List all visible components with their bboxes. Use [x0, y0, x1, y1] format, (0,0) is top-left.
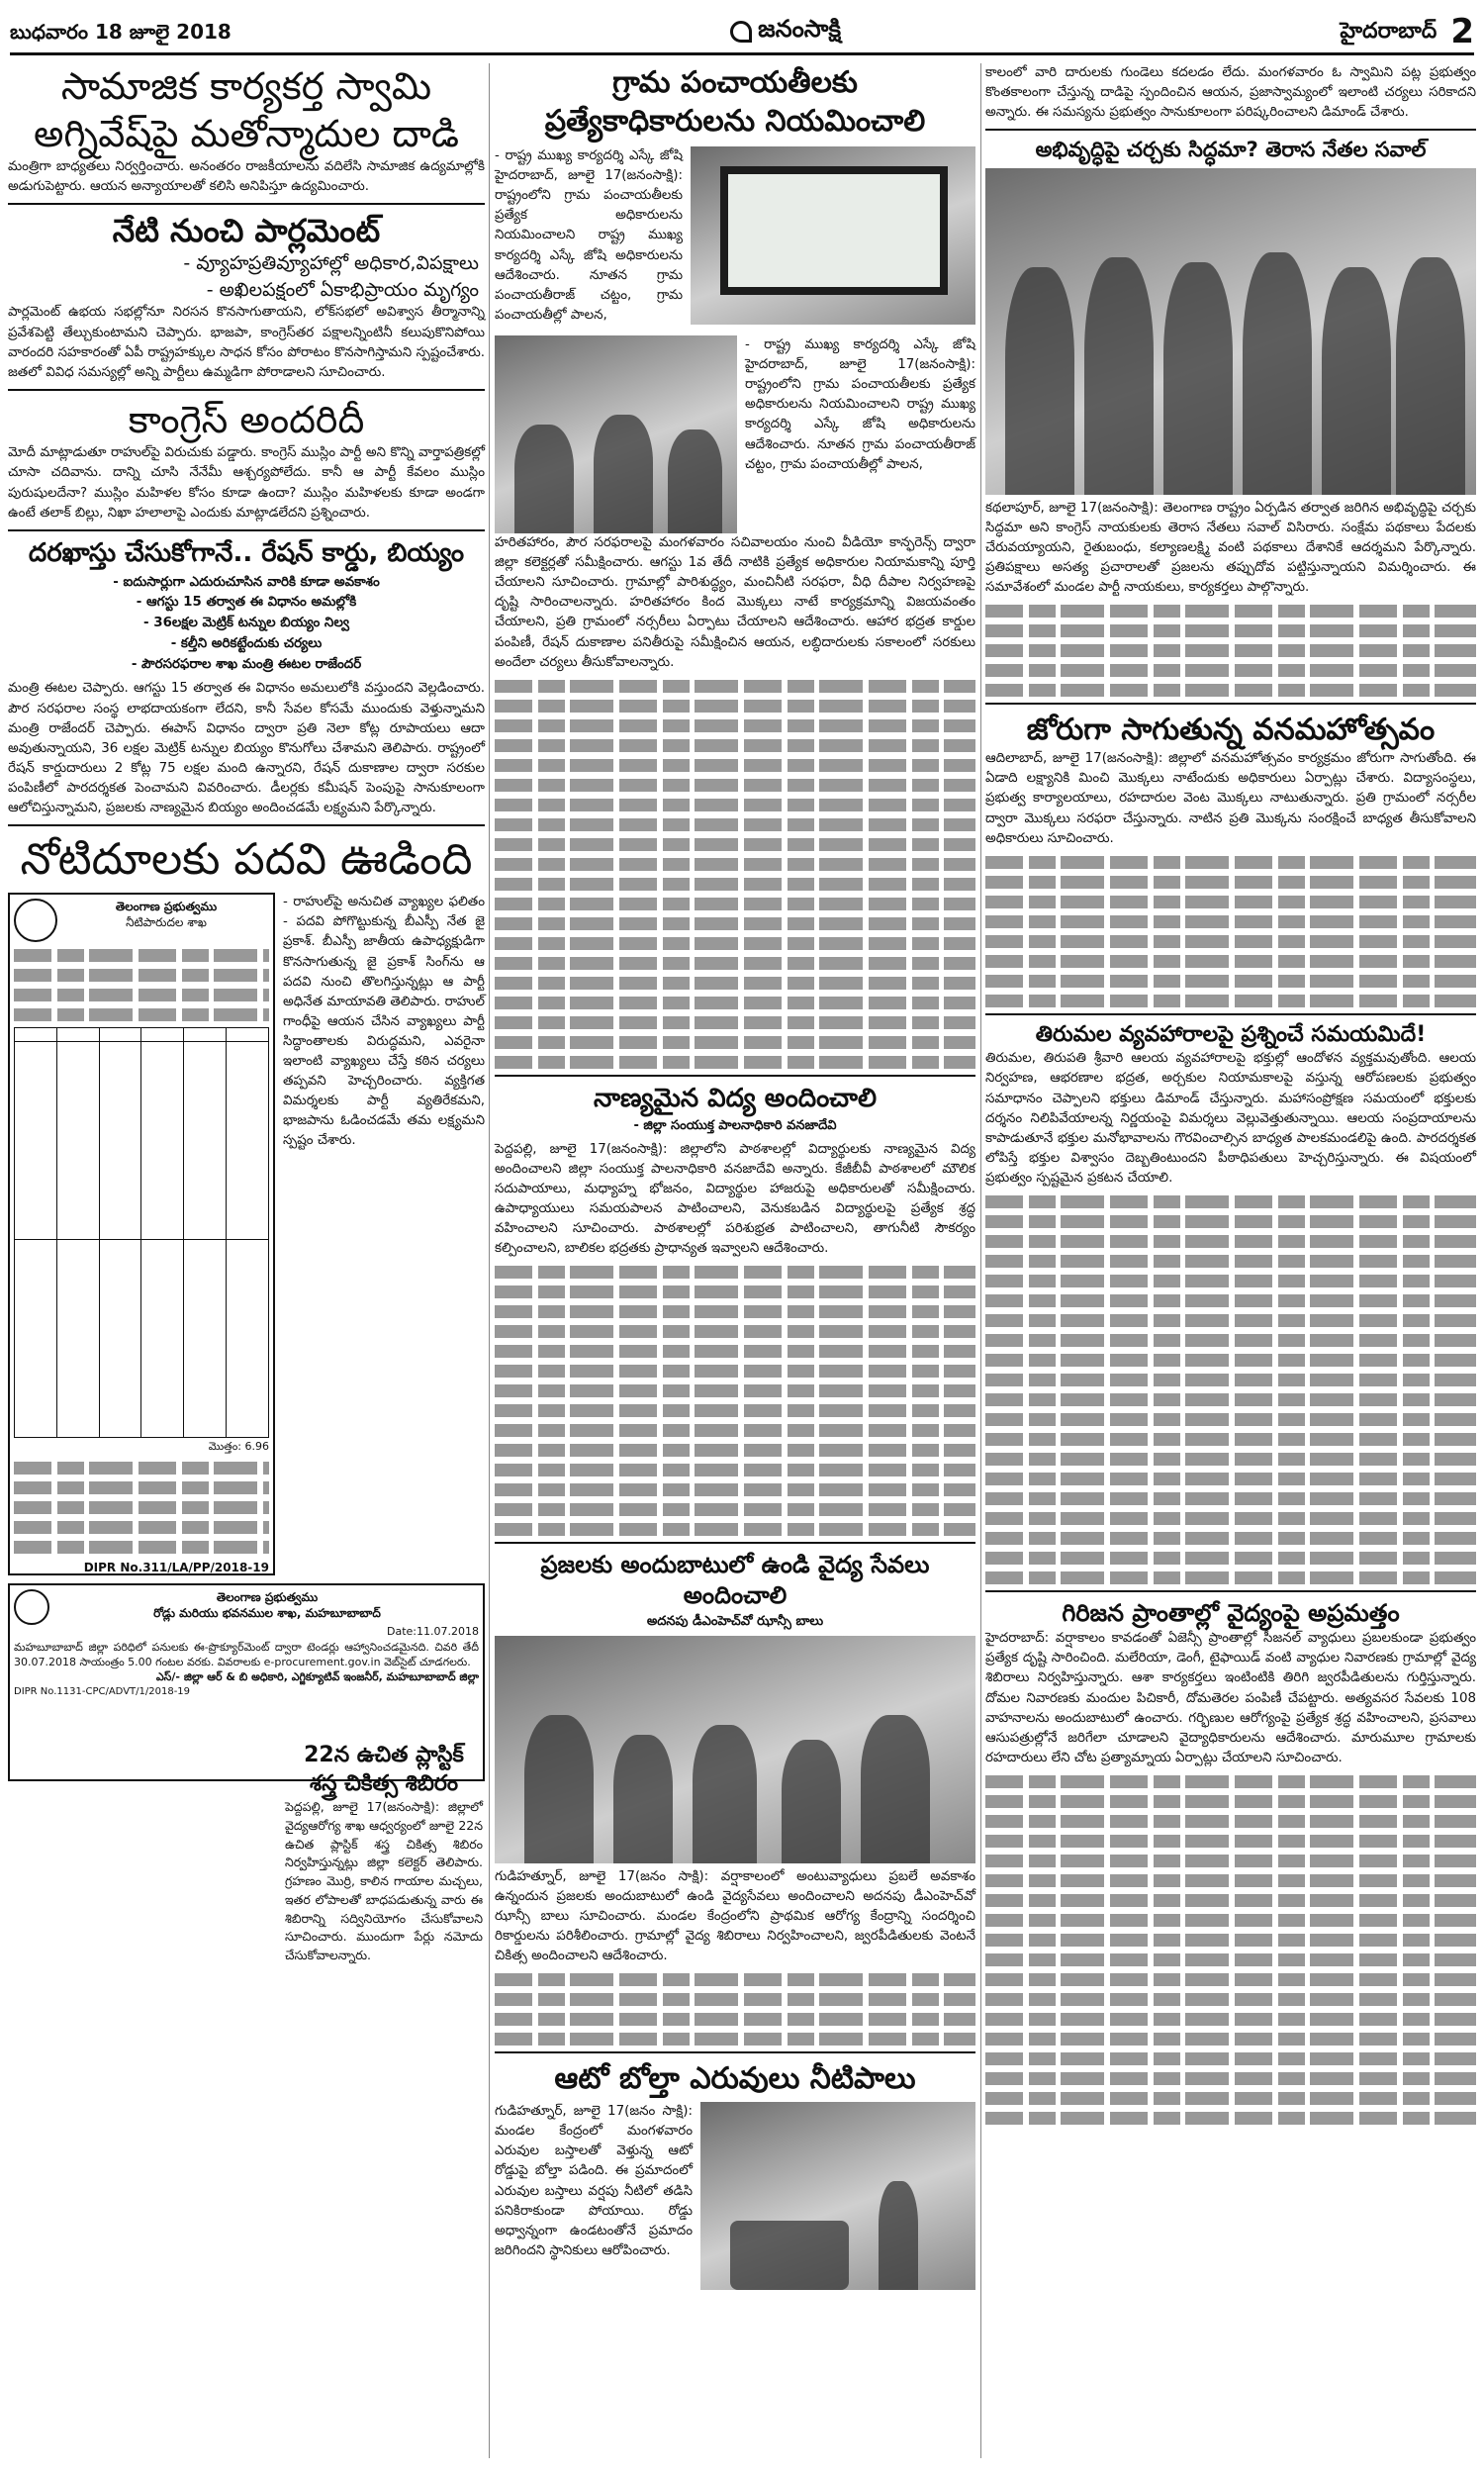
logo-mark-icon: [730, 21, 752, 43]
headline: గ్రామ పంచాయతీలకు: [612, 65, 858, 100]
article-auto: [495, 2059, 975, 2290]
paper-name: జనంసాక్షి: [758, 15, 842, 43]
article-body: - రాహుల్‌పై అనుచిత వ్యాఖ్యల ఫలితం - పదవి పోగొట్టుకున్న బీఎస్పీ నేత జై ప్రకాశ్. బీఎస్పీ జాతీయ ఉపాధ్యక్షుడిగా కొనసాగుతున్న జై ప్రకాశ్ సింగ్‌ను ఆ పదవి నుంచి తొలగిస్తున్నట్లు ఆ పార్టీ అధినేత మాయావతి తెలిపారు. రాహుల్ గాంధీపై ఆయన చేసిన వ్యాఖ్యలు పార్టీ సిద్ధాంతాలకు విరుద్ధమని, ఎవరైనా ఇలాంటి వ్యాఖ్యలు చేస్తే కఠిన చర్యలు తప్పవని హెచ్చరించారు. వ్యక్తిగత విమర్శలకు పార్టీ వ్యతిరేకమని, భాజపాను ఓడించడమే తమ లక్ష్యమని స్పష్టం చేశారు.: [283, 895, 485, 1149]
article-body: కథలాపూర్, జూలై 17(జనంసాక్షి): తెలంగాణ రాష్ట్రం ఏర్పడిన తర్వాత జరిగిన అభివృద్ధిపై చర్చకు సిద్ధమా అని కాంగ్రెస్ నాయకులకు తెరాస నేతలు సవాల్ విసిరారు. సంక్షేమ పథకాలు పేదలకు చేరువయ్యాయని, రైతుబంధు, కల్యాణలక్ష్మి వంటి పథకాలు దేశానికే ఆదర్శమని పేర్కొన్నారు. ప్రతిపక్షాలు అసత్య ప్రచారాలతో ప్రజలను తప్పుదోవ పట్టిస్తున్నాయని విమర్శించారు. ఈ సమావేశంలో మండల పార్టీ నాయకులు, కార్యకర్తలు పాల్గొన్నారు.: [985, 500, 1476, 596]
article-notidulu: [8, 832, 485, 1781]
divider: [495, 1542, 975, 1544]
article-parliament: [8, 211, 485, 383]
notice-title: తెలంగాణ ప్రభుత్వము: [216, 1590, 319, 1605]
article-body: పార్లమెంట్ ఉభయ సభల్లోనూ నిరసన కొనసాగుతాయని, లోక్‌సభలో అవిశ్వాస తీర్మానాన్ని ప్రవేశపెట్టి తేల్చుకుంటామని చెప్పారు. భాజపా, కాంగ్రెస్‌తర పక్షాలన్నింటినీ కలుపుకొనిపోయి వారందరి సహకారంతో ఏపీ రాష్ట్రహక్కుల సాధన కోసం పోరాటం కొనసాగిస్తామని స్పష్టంచేశారు. జతలో వివిధ సమస్యల్లో అన్ని పార్టీలు ఉమ్మడిగా పోరాడాలని సూచించారు.: [8, 305, 485, 380]
headline: దరఖాస్తు చేసుకోగానే.. రేషన్ కార్డు, బియ్యం: [28, 537, 465, 568]
headline: నేటి నుంచి పార్లమెంట్: [112, 212, 381, 250]
edition-city: హైదరాబాద్: [1340, 19, 1438, 44]
notice-title: తెలంగాణ ప్రభుత్వము: [115, 900, 218, 914]
headline: తిరుమల వ్యవహారాలపై ప్రశ్నించే సమయమిదే!: [1035, 1021, 1427, 1047]
headline: ప్రజలకు అందుబాటులో ఉండి వైద్య సేవలు అందించాలి: [540, 1551, 930, 1610]
govt-emblem-icon: [14, 899, 57, 942]
subheadline: - వ్యూహప్రతివ్యూహాల్లో అధికార,విపక్షాలు: [183, 252, 479, 275]
article-tirumala: [985, 1021, 1476, 1584]
article-body: - రాష్ట్ర ముఖ్య కార్యదర్శి ఎస్కే జోషి హైదరాబాద్, జూలై 17(జనంసాక్షి): రాష్ట్రంలోని గ్రామ పంచాయతీలకు ప్రత్యేక అధికారులను నియమించాలని రాష్ట్ర ముఖ్య కార్యదర్శి ఎస్కే జోషి అధికారులను ఆదేశించారు. నూతన గ్రామ పంచాయతీరాజ్ చట్టం, గ్రామ పంచాయతీల్లో పాలన,: [495, 148, 683, 323]
divider: [8, 389, 485, 391]
subheadline: - అఖిలపక్షంలో ఏకాభిప్రాయం మృగ్యం: [206, 278, 479, 301]
bullet-item: - ఐదుసార్లుగా ఎదురుచూసిన వారికి కూడా అవకాశం: [113, 574, 380, 590]
headline: ఆటో బోల్తా ఎరువులు నీటిపాలు: [554, 2061, 916, 2097]
article-health: [495, 1550, 975, 2046]
column-rule: [489, 63, 490, 2458]
article-body: కాలంలో వారి దారులకు గుండెలు కదలడం లేదు. మంగళవారం ఓ స్వామిని పట్ల ప్రభుత్వం కొంతకాలంగా చేస్తున్న దాడిపై స్పందించిన ఆయన, ప్రజాస్వామ్యంలో ఇలాంటి చర్యలు సరికాదని అన్నారు. ఈ సమస్యను ప్రభుత్వం సానుకూలంగా పరిష్కరించాలని డిమాండ్ చేశారు.: [985, 65, 1476, 121]
notice-amount: మొత్తం: 6.96: [208, 1440, 269, 1454]
health-camp-photo: [495, 1636, 975, 1863]
govt-emblem-icon: [14, 1589, 49, 1625]
article-panchayat: [495, 63, 975, 1069]
article-body: మోదీ మాట్లాడుతూ రాహుల్‌పై విరుచుకు పడ్డారు. కాంగ్రెస్ ముస్లిం పార్టీ అని కొన్ని వార్తాపత్రికల్లో చూసా చదివాను. దాన్ని చూసి నేనేమీ ఆశ్చర్యపోలేదు. కానీ ఆ పార్టీ కేవలం ముస్లిం పురుషులదేనా? ముస్లిం మహిళల కోసం కూడా ఉందా? ముస్లిం మహిళలకు కూడా అండగా ఉంటే తలాక్ బిల్లు, నిఖా హలాలాపై ఎందుకు మాట్లాడలేదని ప్రశ్నించారు.: [8, 445, 485, 521]
dipr-number: DIPR No.1131-CPC/ADVT/1/2018-19: [14, 1685, 191, 1697]
article-body: మంత్రిగా బాధ్యతలు నిర్వర్తించారు. అనంతరం రాజకీయాలను వదిలేసి సామాజిక ఉద్యమాల్లోకి అడుగుపెట్టారు. ఆయన అన్యాయాలతో కలిసి అనిపిస్తూ ఉద్యమించారు.: [8, 159, 485, 195]
masthead-right: [1340, 12, 1474, 51]
notice-dept: నీటిపారుదల శాఖ: [126, 915, 207, 930]
headline: గిరిజన ప్రాంతాల్లో వైద్యంపై అప్రమత్తం: [1062, 1599, 1400, 1628]
divider: [8, 824, 485, 826]
column-left: [8, 63, 485, 1781]
headline: అభివృద్ధిపై చర్చకు సిద్ధమా? తెరాస నేతల సవాల్: [1035, 138, 1427, 162]
article-body: గుడిహత్నూర్, జూలై 17(జనం సాక్షి): వర్షాకాలంలో అంటువ్యాధులు ప్రబలే అవకాశం ఉన్నందున ప్రజలకు అందుబాటులో ఉండి వైద్యసేవలు అందించాలని అదనపు డీఎంహెచ్‌వో ఝాన్సీ బాలు సూచించారు. మండల కేంద్రంలోని ప్రాథమిక ఆరోగ్య కేంద్రాన్ని సందర్శించి రికార్డులను పరిశీలించారు. గ్రామాల్లో వైద్య శిబిరాలు నిర్వహించాలని, జ్వరపీడితులకు వెంటనే చికిత్స అందించాలని ఆదేశించారు.: [495, 1868, 975, 1964]
notice-date: Date:11.07.2018: [387, 1625, 479, 1639]
article-surgery: [285, 1742, 483, 1969]
article-trs: [985, 137, 1476, 697]
byline: - జిల్లా సంయుక్త పాలనాధికారి వనజాదేవి: [633, 1117, 837, 1133]
notice-dept: రోడ్లు మరియు భవనముల శాఖ, మహబూబాబాద్: [153, 1606, 381, 1621]
notice-signature: ఎస్/- జిల్లా ఆర్ & బి అధికారి, ఎగ్జిక్యూటివ్ ఇంజనీర్, మహబూబాబాద్ జిల్లా: [155, 1669, 479, 1683]
headline: జోరుగా సాగుతున్న వనమహోత్సవం: [1026, 713, 1436, 748]
article-education: [495, 1083, 975, 1536]
headline: నోటిదూలకు పదవి ఊడింది: [20, 834, 473, 886]
divider: [985, 1013, 1476, 1015]
column-right: [985, 63, 1476, 2131]
divider: [495, 2051, 975, 2053]
article-congress: [8, 397, 485, 524]
auto-accident-photo: [700, 2102, 975, 2290]
headline: కాంగ్రెస్ అందరిదీ: [128, 397, 365, 441]
divider: [985, 1590, 1476, 1592]
bullet-list: [8, 573, 485, 676]
headline: ప్రత్యేకాధికారులను నియమించాలి: [544, 104, 926, 139]
meeting-photo: [495, 335, 737, 533]
article-vanamahotsavam: [985, 711, 1476, 1007]
divider: [495, 1075, 975, 1077]
headline: శస్త్ర చికిత్స శిబిరం: [309, 1770, 459, 1796]
video-conference-photo: [691, 146, 975, 325]
notice-body: మహబూబాబాద్ జిల్లా పరిధిలో పనులకు ఈ-ప్రొక్యూర్‌మెంట్ ద్వారా టెండర్లు ఆహ్వానించడమైనది. చివరి తేదీ 30.07.2018 సాయంత్రం 5.00 గంటల వరకు. వివరాలకు e-procurement.gov.in వెబ్‌సైట్ చూడగలరు.: [14, 1641, 479, 1669]
bullet-item: - ఆగస్టు 15 తర్వాత ఈ విధానం అమల్లోకి: [136, 595, 357, 611]
column-middle: [495, 63, 975, 2290]
issue-date: బుధవారం 18 జూలై 2018: [10, 20, 232, 44]
divider: [985, 703, 1476, 705]
headline: నాణ్యమైన విద్య అందించాలి: [593, 1083, 878, 1113]
bullet-item: - కల్తీని అరికట్టేందుకు చర్యలు: [170, 635, 323, 651]
page-number: 2: [1450, 12, 1474, 51]
masthead: [10, 8, 1474, 55]
divider: [985, 129, 1476, 131]
article-body: తిరుమల, తిరుపతి శ్రీవారి ఆలయ వ్యవహారాలపై భక్తుల్లో ఆందోళన వ్యక్తమవుతోంది. ఆలయ నిర్వహణ, ఆభరణాల భద్రత, అర్చకుల నియామకాలపై వస్తున్న ఆరోపణలకు ప్రభుత్వం సమాధానం చెప్పాలని భక్తులు డిమాండ్ చేస్తున్నారు. మహాసంప్రోక్షణ సమయంలో భక్తులకు దర్శనం నిలిపివేయాలన్న నిర్ణయంపై విమర్శలు వెల్లువెత్తుతున్నాయి. ఆలయ సంప్రదాయాలను కాపాడుతూనే భక్తుల మనోభావాలను గౌరవించాల్సిన బాధ్యత పాలకమండలిపై ఉంది. పారదర్శకత లోపిస్తే భక్తుల విశ్వాసం దెబ్బతింటుందని పీఠాధిపతులు హెచ్చరిస్తున్నారు. ఈ విషయంలో ప్రభుత్వం స్పష్టమైన ప్రకటన చేయాలి.: [985, 1051, 1476, 1186]
article-agnivesh: [8, 63, 485, 197]
byline: అదనపు డీఎంహెచ్‌వో ఝాన్సీ బాలు: [646, 1613, 824, 1629]
headline: సామాజిక కార్యకర్త స్వామి: [60, 64, 432, 108]
tender-notice: [8, 893, 275, 1575]
bullet-item: - పౌరసరఫరాల శాఖ మంత్రి ఈటల రాజేందర్: [131, 656, 362, 672]
article-body: ఆదిలాబాద్, జూలై 17(జనంసాక్షి): జిల్లాలో వనమహోత్సవం కార్యక్రమం జోరుగా సాగుతోంది. ఈ ఏడాది లక్ష్యానికి మించి మొక్కలు నాటేందుకు అధికారులు ఏర్పాట్లు చేశారు. విద్యాసంస్థలు, ప్రభుత్వ కార్యాలయాలు, రహదారుల వెంట మొక్కలు నాటుతున్నారు. ప్రతి గ్రామంలో నర్సరీల ద్వారా మొక్కలు సరఫరా చేస్తున్నారు. నాటిన ప్రతి మొక్కను సంరక్షించే బాధ్యత తీసుకోవాలని అధికారులు సూచించారు.: [985, 751, 1476, 846]
article-ration: [8, 537, 485, 818]
article-body: హైదరాబాద్: వర్షాకాలం కావడంతో ఏజెన్సీ ప్రాంతాల్లో సీజనల్ వ్యాధులు ప్రబలకుండా ప్రభుత్వం ప్రత్యేక దృష్టి సారించింది. మలేరియా, డెంగీ, టైఫాయిడ్ వంటి వ్యాధుల నివారణకు గ్రామాల్లో వైద్య శిబిరాలు నిర్వహిస్తున్నారు. ఆశా కార్యకర్తలు ఇంటింటికి తిరిగి జ్వరపీడితులను గుర్తిస్తున్నారు. దోమల నివారణకు మందుల పిచికారీ, దోమతెరల పంపిణీ చేపట్టారు. అత్యవసర సేవలకు 108 వాహనాలను అందుబాటులో ఉంచారు. గర్భిణుల ఆరోగ్యంపై ప్రత్యేక శ్రద్ధ వహించాలని, ప్రసవాలు ఆసుపత్రుల్లోనే జరిగేలా చూడాలని వైద్యాధికారులను ఆదేశించారు. మారుమూల గ్రామాలకు రహదారులు లేని చోట ప్రత్యామ్నాయ ఏర్పాట్లు చేయాలని సూచించారు.: [985, 1631, 1476, 1765]
article-body: మంత్రి ఈటల చెప్పారు. ఆగస్టు 15 తర్వాత ఈ విధానం అమలులోకి వస్తుందని వెల్లడించారు. పౌర సరఫరాల సంస్థ లాభదాయకంగా లేదని, కానీ సేవల కోసమే ముందుకు వెళ్తున్నామని మంత్రి రాజేందర్ చెప్పారు. ఈపాస్ విధానం ద్వారా ప్రతి నెలా కోట్ల రూపాయలు ఆదా అవుతున్నాయని, 36 లక్షల మెట్రిక్ టన్నుల బియ్యం కొనుగోలు చేశామని తెలిపారు. రాష్ట్రంలో రేషన్ కార్డుదారులు 2 కోట్ల 75 లక్షల మంది ఉన్నారని, రేషన్ దుకాణాల ద్వారా సరకుల పంపిణీలో పారదర్శకత పెంచామని వివరించారు. డీలర్లకు కమీషన్ పెంపుపై సానుకూలంగా ఆలోచిస్తున్నామని, ప్రజలకు నాణ్యమైన బియ్యం అందించడమే లక్ష్యమని పేర్కొన్నారు.: [8, 681, 485, 816]
article-tribal: [985, 1598, 1476, 2125]
divider: [8, 529, 485, 531]
article-body-lead: - రాష్ట్ర ముఖ్య కార్యదర్శి ఎస్కే జోషి హైదరాబాద్, జూలై 17(జనంసాక్షి): రాష్ట్రంలోని గ్రామ పంచాయతీలకు ప్రత్యేక అధికారులను నియమించాలని రాష్ట్ర ముఖ్య కార్యదర్శి ఎస్కే జోషి అధికారులను ఆదేశించారు. నూతన గ్రామ పంచాయతీరాజ్ చట్టం, గ్రామ పంచాయతీల్లో పాలన,: [745, 336, 975, 472]
bullet-item: - 36లక్షల మెట్రిక్ టన్నుల బియ్యం నిల్వ: [143, 616, 349, 631]
dipr-number: DIPR No.311/LA/PP/2018-19: [83, 1561, 269, 1575]
headline: అగ్నివేష్‌పై మతోన్మాదుల దాడి: [33, 111, 460, 155]
article-body: పెద్దపల్లి, జూలై 17(జనంసాక్షి): జిల్లాలో వైద్యఆరోగ్య శాఖ ఆధ్వర్యంలో జూలై 22న ఉచిత ప్లాస్టిక్ శస్త్ర చికిత్స శిబిరం నిర్వహిస్తున్నట్లు జిల్లా కలెక్టర్ తెలిపారు. గ్రహణం మొర్రి, కాలిన గాయాల మచ్చలు, ఇతర లోపాలతో బాధపడుతున్న వారు ఈ శిబిరాన్ని సద్వినియోగం చేసుకోవాలని సూచించారు. ముందుగా పేర్లు నమోదు చేసుకోవాలన్నారు.: [285, 1799, 483, 1963]
article-body: హరితహారం, పౌర సరఫరాలపై మంగళవారం సచివాలయం నుంచి వీడియో కాన్ఫరెన్స్ ద్వారా జిల్లా కలెక్టర్లతో సమీక్షించారు. ఆగస్టు 1వ తేదీ నాటికి ప్రత్యేక అధికారుల నియామకాన్ని పూర్తి చేయాలని సూచించారు. గ్రామాల్లో పారిశుద్ధ్యం, మంచినీటి సరఫరా, వీధి దీపాల నిర్వహణపై దృష్టి సారించాలన్నారు. హరితహారం కింద మొక్కలు నాటే కార్యక్రమాన్ని విజయవంతం చేయాలని, ప్రతి గ్రామంలో నర్సరీలు ఏర్పాటు చేయాలని ఆదేశించారు. ఆహార భద్రత కార్డుల పంపిణీ, రేషన్ దుకాణాల పనితీరుపై సమీక్షించిన ఆయన, లబ్ధిదారులకు సకాలంలో సరకులు అందేలా చర్యలు తీసుకోవాలన్నారు.: [495, 534, 975, 670]
article-body: గుడిహత్నూర్, జూలై 17(జనం సాక్షి): మండల కేంద్రంలో మంగళవారం ఎరువుల బస్తాలతో వెళ్తున్న ఆటో రోడ్డుపై బోల్తా పడింది. ఈ ప్రమాదంలో ఎరువుల బస్తాలు వర్షపు నీటిలో తడిసి పనికిరాకుండా పోయాయి. రోడ్డు అధ్వాన్నంగా ఉండటంతోనే ప్రమాదం జరిగిందని స్థానికులు ఆరోపించారు.: [495, 2104, 693, 2258]
headline: 22న ఉచిత ప్లాస్టిక్: [304, 1743, 464, 1767]
article-body: పెద్దపల్లి, జూలై 17(జనంసాక్షి): జిల్లాలోని పాఠశాలల్లో విద్యార్థులకు నాణ్యమైన విద్య అందించాలని జిల్లా సంయుక్త పాలనాధికారి వనజాదేవి అన్నారు. కేజీబీవీ పాఠశాలలో మౌలిక సదుపాయాలు, మధ్యాహ్న భోజనం, విద్యార్థుల హాజరుపై అధికారులతో సమీక్షించారు. ఉపాధ్యాయులు సమయపాలన పాటించాలని, వెనుకబడిన విద్యార్థులపై ప్రత్యేక శ్రద్ధ వహించాలని సూచించారు. పాఠశాలల్లో పరిశుభ్రత పాటించాలని, తాగునీటి సౌకర్యం కల్పించాలని, బాలికల భద్రతకు ప్రాధాన్యత ఇవ్వాలని ఆదేశించారు.: [495, 1141, 975, 1257]
column-rule: [980, 63, 981, 2458]
tender-table: [14, 1027, 269, 1438]
paper-logo: [730, 15, 841, 48]
divider: [8, 203, 485, 205]
trs-leaders-photo: [985, 168, 1476, 495]
